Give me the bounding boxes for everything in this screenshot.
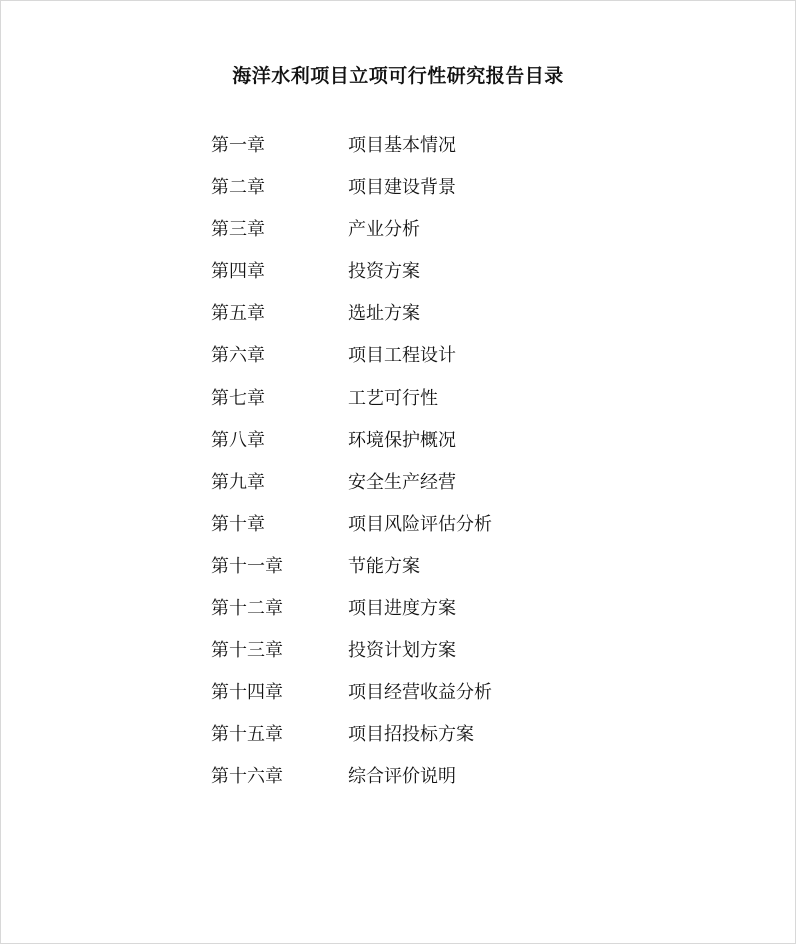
toc-chapter-title: 投资计划方案 <box>348 640 456 662</box>
toc-row <box>211 722 631 764</box>
toc-chapter-title: 产业分析 <box>348 219 420 241</box>
toc-row <box>211 596 631 638</box>
toc-chapter-number: 第一章 <box>211 135 265 156</box>
toc-chapter-number: 第十一章 <box>211 555 283 577</box>
document-title: 海洋水利项目立项可行性研究报告目录 <box>232 65 564 87</box>
toc-row <box>211 428 631 470</box>
toc-chapter-title: 项目建设背景 <box>348 177 456 199</box>
toc-chapter-number: 第十章 <box>211 513 265 535</box>
toc-chapter-title: 环境保护概况 <box>348 429 456 451</box>
toc-chapter-title: 投资方案 <box>348 261 420 283</box>
toc-chapter-title: 项目工程设计 <box>348 345 456 367</box>
toc-chapter-title: 选址方案 <box>348 303 420 325</box>
toc-row <box>211 764 631 806</box>
toc-chapter-number: 第五章 <box>211 303 265 325</box>
toc-chapter-number: 第六章 <box>211 345 265 367</box>
toc-chapter-title: 项目基本情况 <box>348 135 456 156</box>
toc-chapter-title: 项目经营收益分析 <box>348 682 492 704</box>
toc-chapter-number: 第七章 <box>211 387 265 409</box>
toc-row <box>211 386 631 428</box>
toc-row <box>211 301 631 343</box>
toc-chapter-title: 项目风险评估分析 <box>348 513 492 535</box>
toc-chapter-number: 第二章 <box>211 177 265 199</box>
toc-row <box>211 680 631 722</box>
toc-chapter-number: 第十二章 <box>211 598 283 620</box>
toc-chapter-title: 工艺可行性 <box>348 387 438 409</box>
toc-row <box>211 175 631 217</box>
toc-chapter-title: 项目进度方案 <box>348 598 456 620</box>
toc-chapter-number: 第四章 <box>211 261 265 283</box>
toc-row <box>211 638 631 680</box>
toc-row <box>211 470 631 512</box>
toc-chapter-number: 第八章 <box>211 429 265 451</box>
toc-row <box>211 343 631 385</box>
toc-row <box>211 512 631 554</box>
toc-chapter-title: 安全生产经营 <box>348 471 456 493</box>
table-of-contents <box>211 133 631 807</box>
toc-row <box>211 259 631 301</box>
toc-chapter-number: 第十三章 <box>211 640 283 662</box>
toc-chapter-title: 综合评价说明 <box>348 766 456 788</box>
toc-chapter-number: 第十六章 <box>211 766 283 788</box>
toc-chapter-number: 第九章 <box>211 471 265 493</box>
toc-chapter-number: 第十四章 <box>211 682 283 704</box>
toc-chapter-number: 第三章 <box>211 219 265 241</box>
toc-row <box>211 133 631 175</box>
toc-chapter-title: 节能方案 <box>348 555 420 577</box>
toc-row <box>211 554 631 596</box>
toc-chapter-title: 项目招投标方案 <box>348 724 474 746</box>
toc-chapter-number: 第十五章 <box>211 724 283 746</box>
toc-row <box>211 217 631 259</box>
